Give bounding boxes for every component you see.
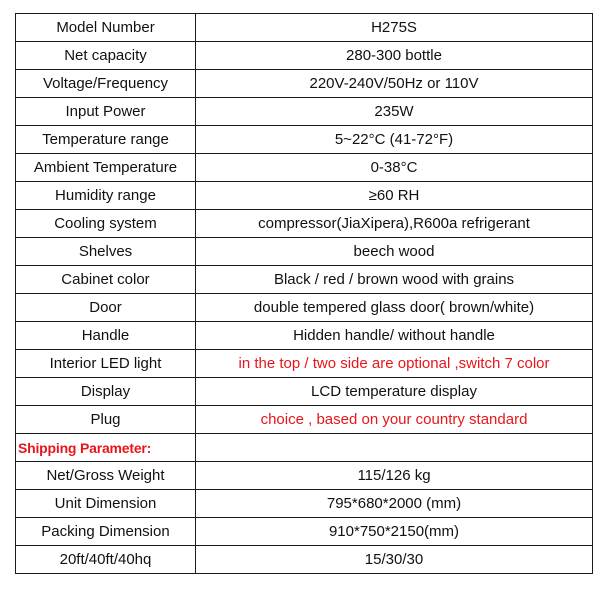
shipping-section-heading: Shipping Parameter: — [16, 434, 196, 462]
spec-label: Voltage/Frequency — [16, 70, 196, 98]
table-row — [16, 42, 593, 70]
table-row — [16, 406, 593, 434]
spec-value: 5~22°C (41-72°F) — [196, 126, 593, 154]
spec-value: compressor(JiaXipera),R600a refrigerant — [196, 210, 593, 238]
spec-label: Humidity range — [16, 182, 196, 210]
spec-label: Temperature range — [16, 126, 196, 154]
spec-value: 910*750*2150(mm) — [196, 518, 593, 546]
spec-value: LCD temperature display — [196, 378, 593, 406]
table-row — [16, 266, 593, 294]
table-row — [16, 126, 593, 154]
spec-value: beech wood — [196, 238, 593, 266]
spec-value: 0-38°C — [196, 154, 593, 182]
spec-label: Net/Gross Weight — [16, 462, 196, 490]
spec-value: Hidden handle/ without handle — [196, 322, 593, 350]
spec-value: 280-300 bottle — [196, 42, 593, 70]
spec-label: Unit Dimension — [16, 490, 196, 518]
spec-label: Plug — [16, 406, 196, 434]
table-row — [16, 182, 593, 210]
table-row — [16, 70, 593, 98]
spec-label: Model Number — [16, 14, 196, 42]
spec-value: 220V-240V/50Hz or 110V — [196, 70, 593, 98]
spec-label: Packing Dimension — [16, 518, 196, 546]
table-row — [16, 378, 593, 406]
table-row — [16, 322, 593, 350]
spec-value: 15/30/30 — [196, 546, 593, 574]
spec-label: Shelves — [16, 238, 196, 266]
table-row — [16, 210, 593, 238]
spec-label: Cabinet color — [16, 266, 196, 294]
spec-value-highlight: in the top / two side are optional ,switch 7 color — [196, 350, 593, 378]
table-row — [16, 294, 593, 322]
spec-value: 115/126 kg — [196, 462, 593, 490]
table-row — [16, 490, 593, 518]
spec-table — [15, 13, 593, 574]
table-row — [16, 546, 593, 574]
spec-value: ≥60 RH — [196, 182, 593, 210]
spec-value: 235W — [196, 98, 593, 126]
section-header-row — [16, 434, 593, 462]
table-row — [16, 350, 593, 378]
table-row — [16, 154, 593, 182]
table-row — [16, 238, 593, 266]
spec-label: Cooling system — [16, 210, 196, 238]
spec-label: Input Power — [16, 98, 196, 126]
spec-label: Interior LED light — [16, 350, 196, 378]
spec-label: Display — [16, 378, 196, 406]
spec-label: Net capacity — [16, 42, 196, 70]
spec-label: Door — [16, 294, 196, 322]
spec-label: 20ft/40ft/40hq — [16, 546, 196, 574]
table-row — [16, 98, 593, 126]
spec-value: Black / red / brown wood with grains — [196, 266, 593, 294]
spec-label: Handle — [16, 322, 196, 350]
spec-value: H275S — [196, 14, 593, 42]
spec-label: Ambient Temperature — [16, 154, 196, 182]
table-row — [16, 14, 593, 42]
spec-value: double tempered glass door( brown/white) — [196, 294, 593, 322]
table-row — [16, 462, 593, 490]
spec-value: 795*680*2000 (mm) — [196, 490, 593, 518]
table-row — [16, 518, 593, 546]
empty-cell — [196, 434, 593, 462]
spec-value-highlight: choice , based on your country standard — [196, 406, 593, 434]
